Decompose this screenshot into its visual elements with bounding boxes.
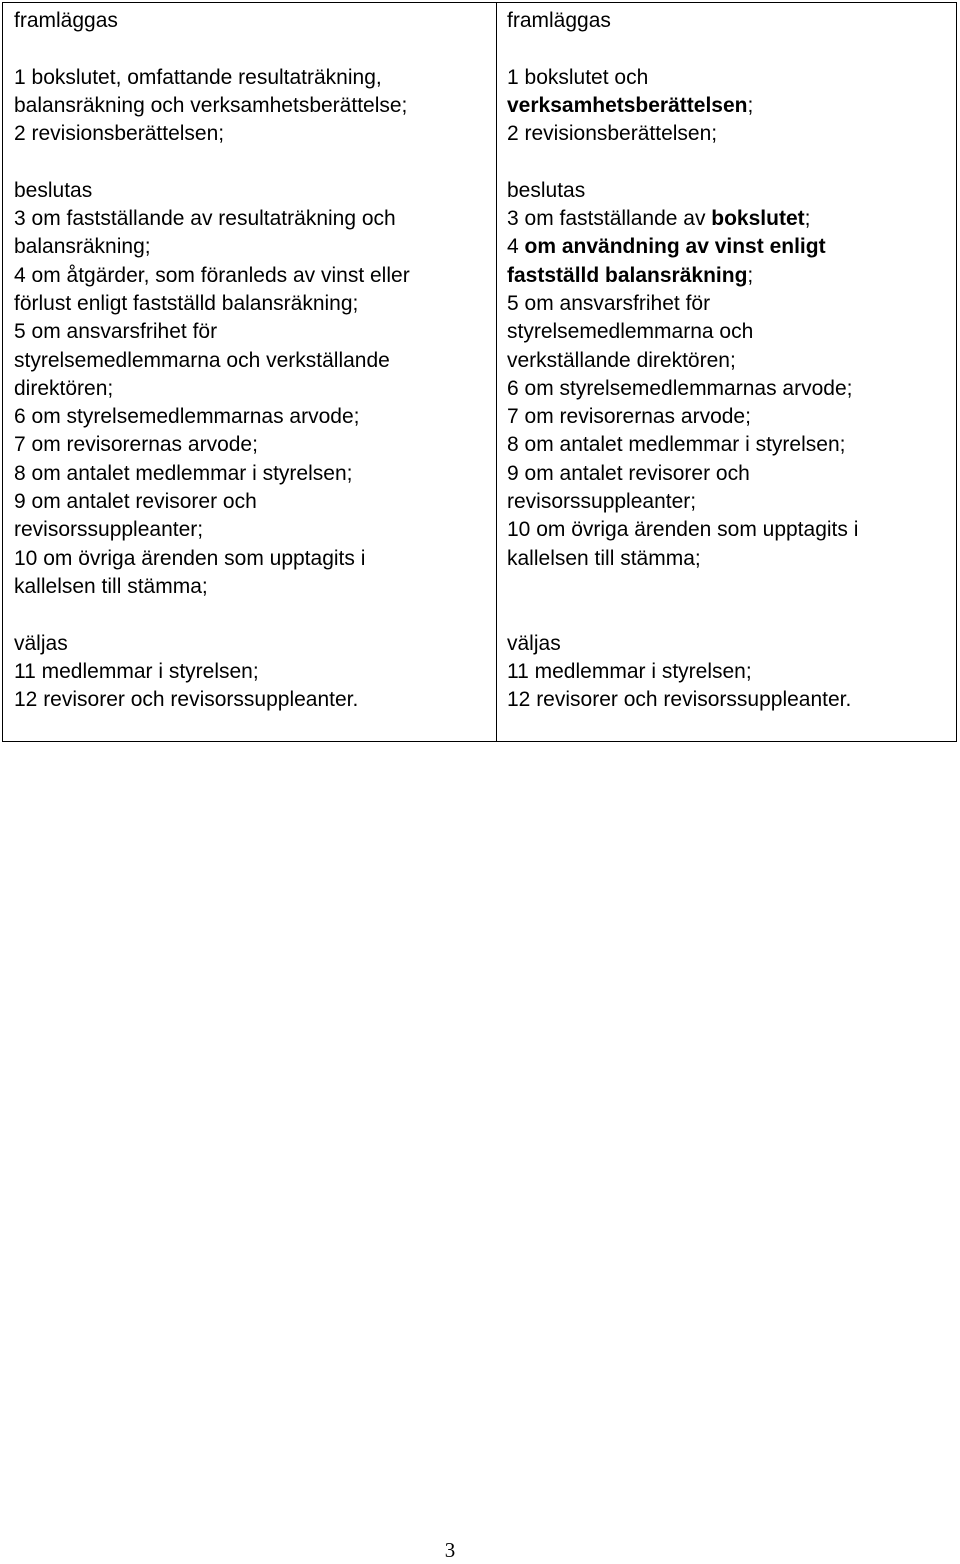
left-elect-item: 12 revisorer och revisorssuppleanter. [14,688,359,712]
right-decide-item: 10 om övriga ärenden som upptagits i [507,518,859,542]
left-decide-item: direktören; [14,376,114,400]
left-decide-item: balansräkning; [14,235,151,259]
bold-term: fastställd balansräkning [507,263,748,287]
bold-term: bokslutet [711,207,805,231]
left-decide-item: 7 om revisorernas arvode; [14,433,258,457]
right-present-item: verksamhetsberättelsen; [507,93,754,117]
right-heading-decide: beslutas [507,178,586,202]
left-decide-item: revisorssuppleanter; [14,518,204,542]
left-column [3,3,496,741]
right-decide-item: 3 om fastställande av bokslutet; [507,207,811,231]
left-decide-item: 6 om styrelsemedlemmarnas arvode; [14,405,360,429]
right-heading-present: framläggas [507,9,611,32]
right-decide-item: revisorssuppleanter; [507,490,697,514]
right-present-item: 2 revisionsberättelsen; [507,122,718,146]
left-heading-present: framläggas [14,9,118,32]
left-decide-item: 9 om antalet revisorer och [14,490,257,514]
right-decide-item: verkställande direktören; [507,348,736,372]
comparison-table [2,2,957,742]
right-decide-item: kallelsen till stämma; [507,546,701,570]
left-heading-elect: väljas [14,631,68,655]
left-heading-decide: beslutas [14,178,93,202]
left-decide-item: styrelsemedlemmarna och verkställande [14,348,390,372]
left-decide-item: 4 om åtgärder, som föranleds av vinst eller [14,263,410,287]
left-decide-item: 10 om övriga ärenden som upptagits i [14,546,366,570]
right-decide-item: 4 om användning av vinst enligt [507,235,826,259]
right-elect-item: 11 medlemmar i styrelsen; [507,659,752,683]
left-elect-item: 11 medlemmar i styrelsen; [14,659,259,683]
left-present-item: 2 revisionsberättelsen; [14,122,225,146]
left-present-item: balansräkning och verksamhetsberättelse; [14,93,408,117]
right-decide-item: 7 om revisorernas arvode; [507,405,751,429]
right-decide-item: 5 om ansvarsfrihet för [507,291,711,315]
left-present-item: 1 bokslutet, omfattande resultaträkning, [14,65,382,89]
right-decide-item: 8 om antalet medlemmar i styrelsen; [507,433,846,457]
right-heading-elect: väljas [507,631,561,655]
right-decide-item: 9 om antalet revisorer och [507,461,750,485]
right-column [497,3,956,741]
left-decide-item: 3 om fastställande av resultaträkning och [14,207,396,231]
left-decide-item: 8 om antalet medlemmar i styrelsen; [14,461,353,485]
right-decide-item: 6 om styrelsemedlemmarnas arvode; [507,376,853,400]
right-elect-item: 12 revisorer och revisorssuppleanter. [507,688,852,712]
bold-term: om användning av vinst enligt [524,235,826,259]
right-present-item: 1 bokslutet och [507,65,649,89]
left-decide-item: kallelsen till stämma; [14,574,208,598]
left-decide-item: förlust enligt fastställd balansräkning; [14,291,359,315]
right-decide-item: fastställd balansräkning; [507,263,754,287]
page-number: 3 [444,1538,456,1562]
right-decide-item: styrelsemedlemmarna och [507,320,754,344]
bold-term: verksamhetsberättelsen [507,93,748,117]
left-decide-item: 5 om ansvarsfrihet för [14,320,218,344]
